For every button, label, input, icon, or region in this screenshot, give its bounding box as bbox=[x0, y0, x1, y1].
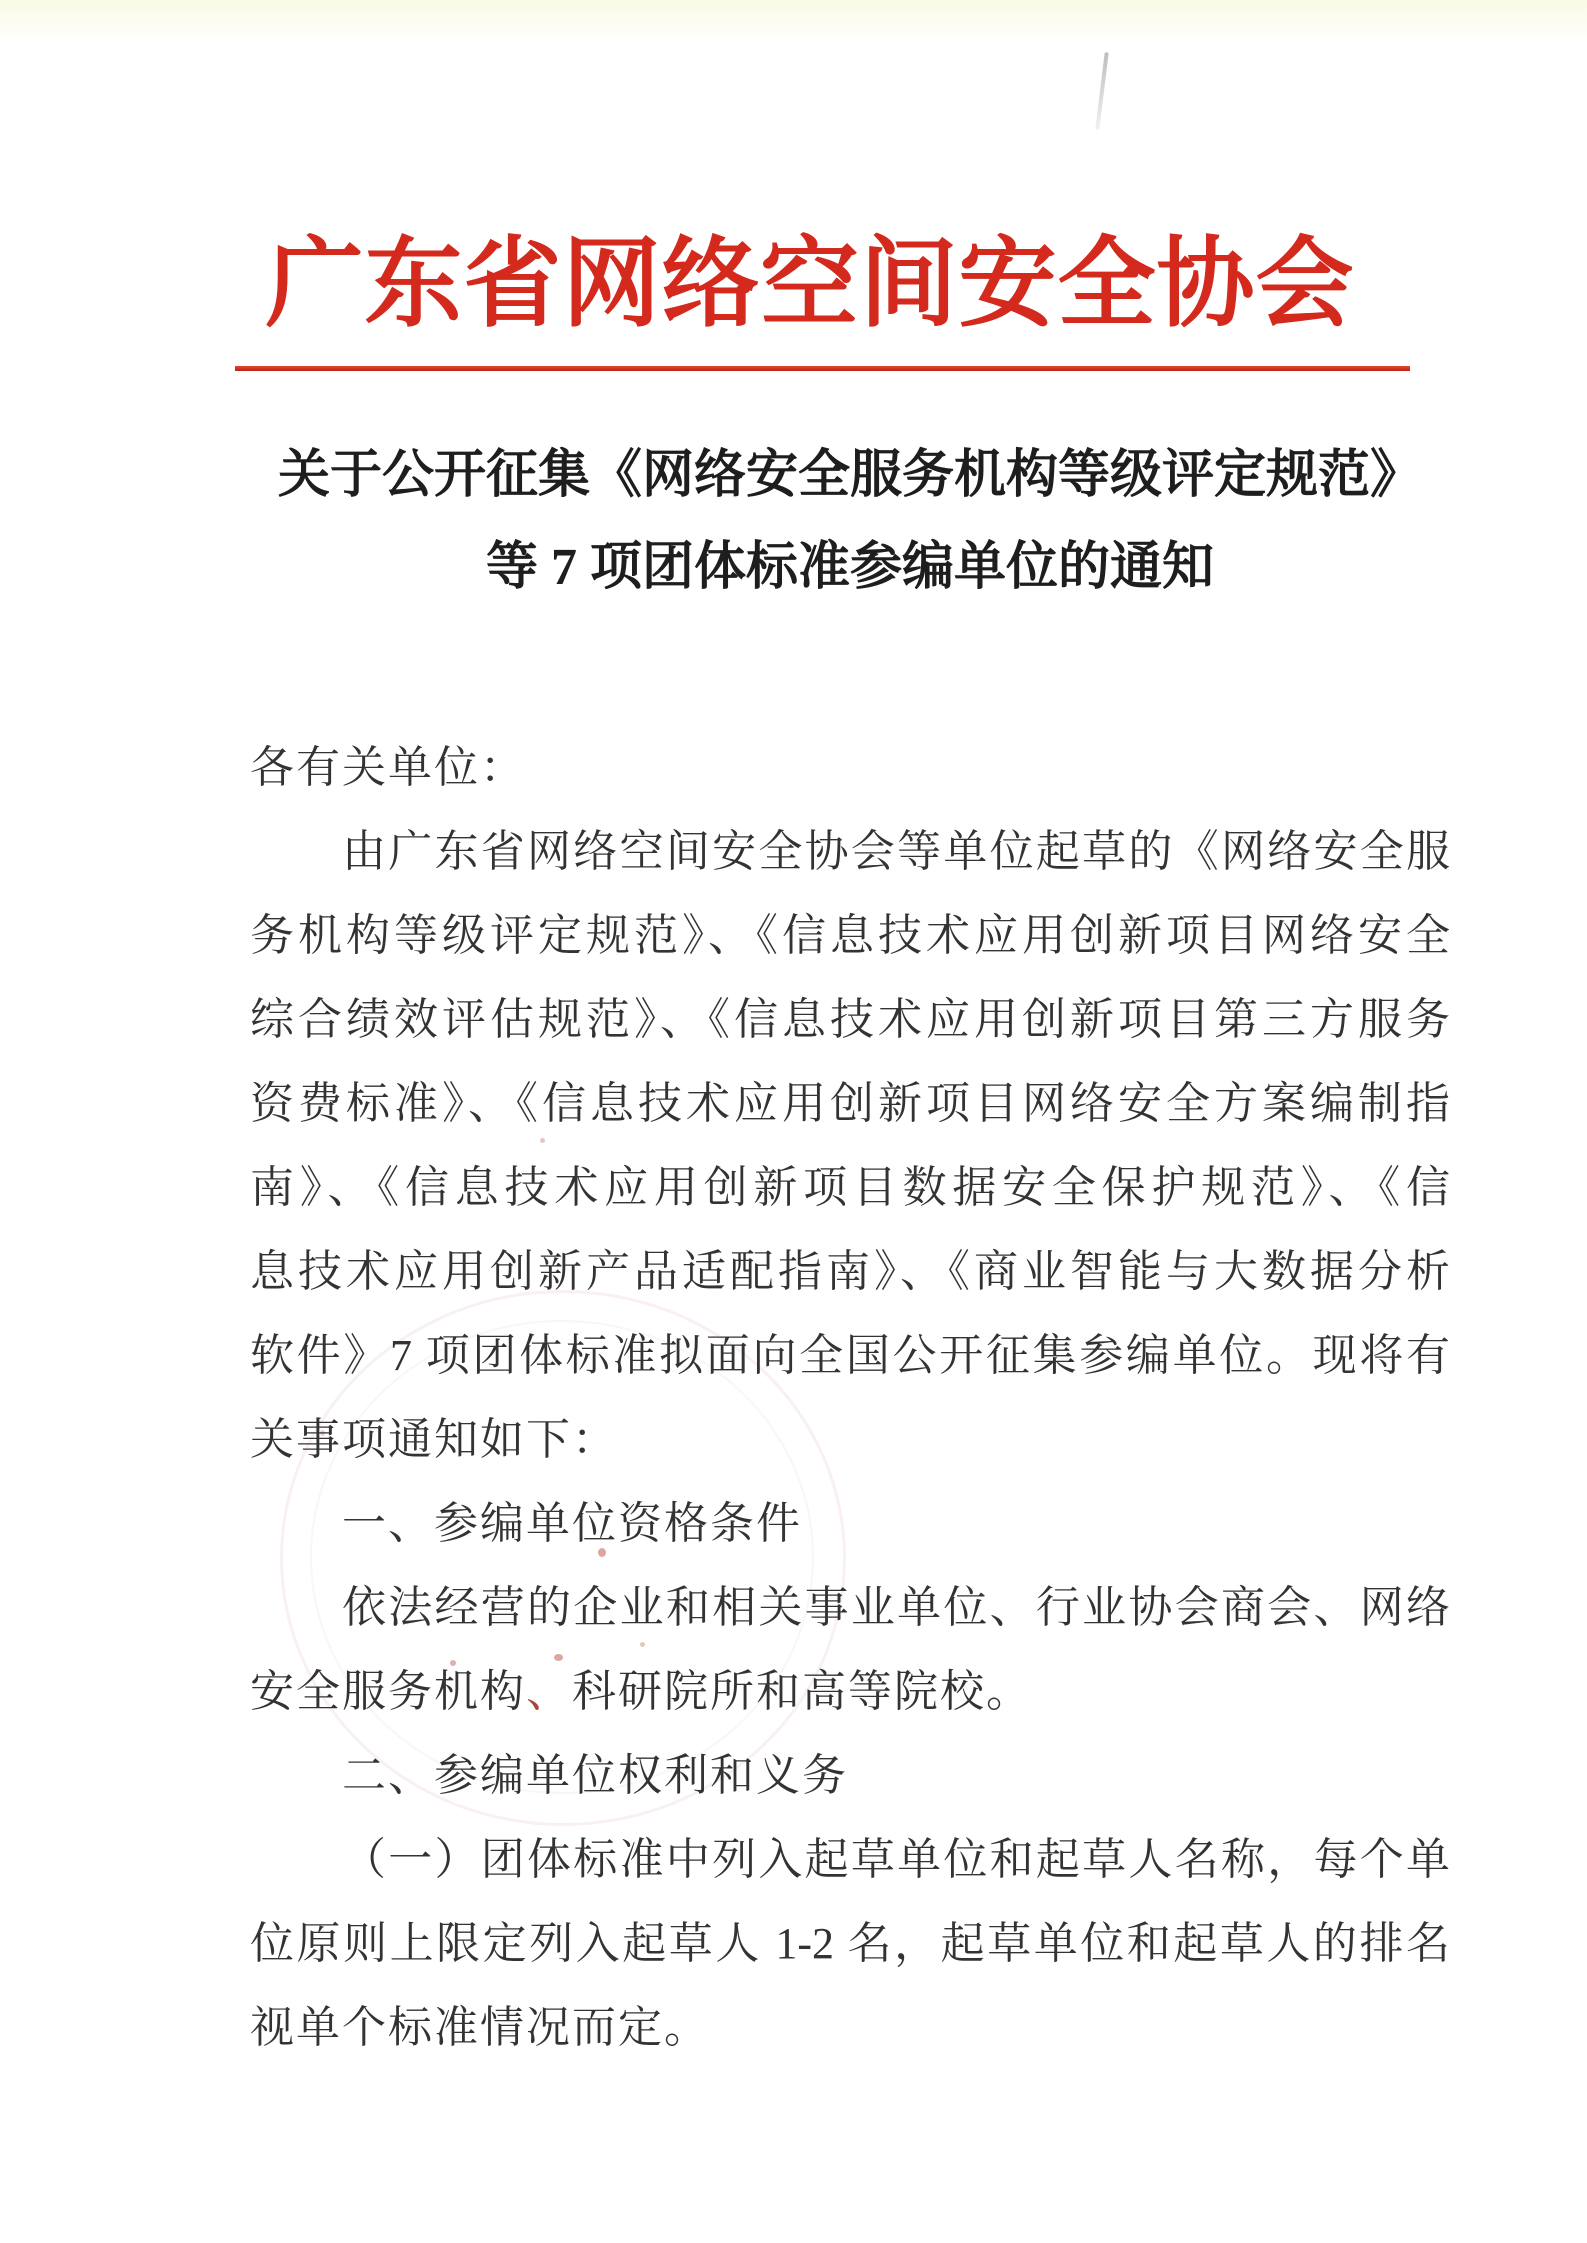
body-text-line: 综合绩效评估规范》、《信息技术应用创新项目第三方服务 bbox=[250, 995, 1450, 1044]
body-text-line: 依法经营的企业和相关事业单位、行业协会商会、网络 bbox=[342, 1583, 1450, 1632]
body-text-line: 位原则上限定列入起草人 1-2 名，起草单位和起草人的排名 bbox=[250, 1919, 1450, 1968]
body-text-line: 软件》7 项团体标准拟面向全国公开征集参编单位。现将有 bbox=[250, 1331, 1450, 1380]
red-ink-character: 、 bbox=[526, 1667, 572, 1716]
body-text-line: 由广东省网络空间安全协会等单位起草的《网络安全服 bbox=[342, 827, 1450, 876]
body-text-line: 息技术应用创新产品适配指南》、《商业智能与大数据分析 bbox=[250, 1247, 1450, 1296]
doc-title bbox=[250, 430, 1450, 614]
doc-title-line1: 关于公开征集《网络安全服务机构等级评定规范》 bbox=[277, 447, 1422, 504]
body-text-line: 南》、《信息技术应用创新项目数据安全保护规范》、《信 bbox=[250, 1163, 1450, 1212]
body-text-line: 二、参编单位权利和义务 bbox=[342, 1751, 848, 1800]
scan-smudge-mark bbox=[1095, 52, 1108, 130]
body-text-line: 资费标准》、《信息技术应用创新项目网络安全方案编制指 bbox=[250, 1079, 1450, 1128]
document-body bbox=[250, 726, 1450, 2070]
header-divider-rule bbox=[235, 366, 1410, 371]
body-text-line: （一）团体标准中列入起草单位和起草人名称，每个单 bbox=[342, 1835, 1450, 1884]
body-text-line: 视单个标准情况而定。 bbox=[250, 2003, 710, 2052]
scan-edge-artifact bbox=[0, 0, 1587, 42]
doc-title-line2: 等 7 项团体标准参编单位的通知 bbox=[485, 539, 1214, 596]
body-text-line: 务机构等级评定规范》、《信息技术应用创新项目网络安全 bbox=[250, 911, 1450, 960]
body-text-line: 安全服务机构、科研院所和高等院校。 bbox=[250, 1667, 1032, 1716]
org-name-header: 广东省网络空间安全协会 bbox=[265, 231, 1355, 339]
body-text-line: 一、参编单位资格条件 bbox=[342, 1499, 802, 1548]
body-text-line: 关事项通知如下： bbox=[250, 1415, 618, 1464]
body-text-line: 各有关单位： bbox=[250, 743, 526, 792]
